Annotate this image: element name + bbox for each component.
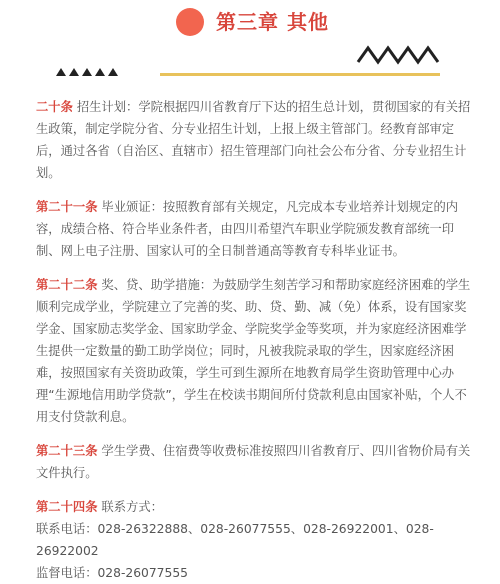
article-text: 学生学费、住宿费等收费标准按照四川省教育厅、四川省物价局有关文件执行。 bbox=[36, 444, 471, 480]
article-text: 招生计划：学院根据四川省教育厅下达的招生总计划，贯彻国家的有关招生政策，制定学院分省、分专业招生计划，上报上级主管部门。经教育部审定后，通过各省（自治区、直辖市）招生管理部门向社会公布分省、分专业招生计划。 bbox=[36, 100, 471, 180]
divider-line bbox=[160, 73, 440, 76]
chapter-content bbox=[36, 96, 472, 584]
article-24-contact bbox=[36, 496, 472, 584]
article-22 bbox=[36, 274, 472, 428]
red-circle-icon bbox=[176, 8, 204, 36]
article-text: 奖、贷、助学措施：为鼓励学生刻苦学习和帮助家庭经济困难的学生顺利完成学业，学院建立了完善的奖、助、贷、勤、减（免）体系，设有国家奖学金、国家励志奖学金、国家助学金、学院奖学金等奖项，并为家庭经济困难学生提供一定数量的勤工助学岗位；同时，凡被我院录取的学生，因家庭经济困难，按照国家有关资助政策，学生可到生源所在地教育局学生资助管理中心办理“生源地信用助学贷款”，学生在校读书期间所付贷款利息由国家补贴，个人不用支付贷款利息。 bbox=[36, 278, 471, 424]
contact-phone-line: 联系电话：028-26322888、028-26077555、028-26922001、028-26922002 bbox=[36, 522, 434, 558]
article-23 bbox=[36, 440, 472, 484]
zigzag-decoration-icon bbox=[356, 44, 442, 66]
article-20 bbox=[36, 96, 472, 184]
article-heading: 二十条 bbox=[36, 100, 73, 114]
supervision-phone-line: 监督电话：028-26077555 bbox=[36, 566, 188, 580]
article-heading: 第二十三条 bbox=[36, 444, 98, 458]
contact-heading-line bbox=[36, 496, 472, 518]
article-text: 毕业颁证：按照教育部有关规定，凡完成本专业培养计划规定的内容，成绩合格、符合毕业条件者，由四川希望汽车职业学院颁发教育部统一印制、网上电子注册、国家认可的全日制普通高等教育专科毕业证书。 bbox=[36, 200, 459, 258]
article-heading: 第二十一条 bbox=[36, 200, 98, 214]
contact-label: 联系方式： bbox=[101, 500, 163, 514]
triangles-decoration-icon bbox=[56, 66, 120, 78]
chapter-title: 第三章 其他 bbox=[216, 10, 329, 34]
article-21 bbox=[36, 196, 472, 262]
article-heading: 第二十二条 bbox=[36, 278, 98, 292]
article-heading: 第二十四条 bbox=[36, 500, 98, 514]
